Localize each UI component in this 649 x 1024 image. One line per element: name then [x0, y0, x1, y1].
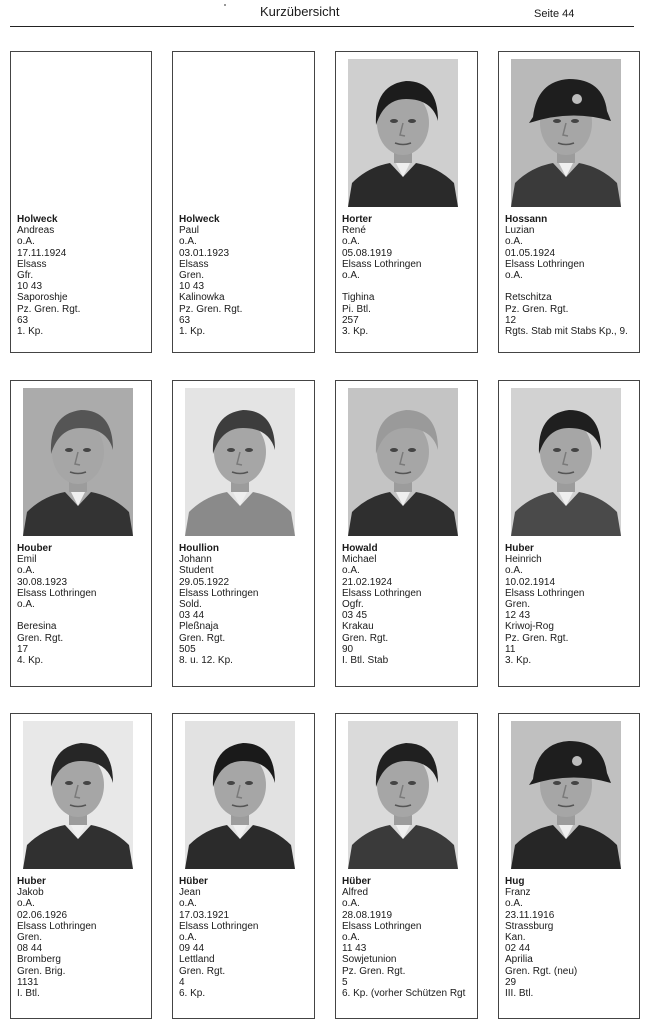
person-detail-line: Gren. Rgt.	[179, 965, 226, 977]
person-detail-line: Paul	[179, 225, 200, 237]
person-detail-line: 03 45	[342, 610, 368, 622]
person-card	[172, 380, 315, 687]
person-detail-line: o.A.	[17, 565, 35, 577]
person-detail-line: o.A.	[342, 898, 360, 910]
person-card	[498, 713, 640, 1019]
person-surname: Houber	[17, 543, 52, 554]
person-detail-line: Elsass Lothringen	[342, 920, 422, 932]
person-detail-line: Gfr.	[17, 269, 34, 281]
person-detail-line: 12 43	[505, 610, 531, 622]
person-surname: Hüber	[179, 876, 208, 887]
person-surname: Hossann	[505, 214, 548, 225]
empty-photo-slot	[23, 59, 133, 207]
person-surname: Horter	[342, 214, 373, 225]
person-detail-line: 4. Kp.	[17, 654, 44, 666]
portrait-photo	[348, 388, 458, 536]
person-card	[10, 51, 152, 353]
person-details	[505, 543, 637, 666]
person-detail-line: Pz. Gren. Rgt.	[17, 303, 81, 315]
person-card	[172, 713, 315, 1019]
person-card	[335, 713, 478, 1019]
person-surname: Howald	[342, 543, 378, 554]
person-detail-line: 90	[342, 643, 354, 655]
person-detail-line: 28.08.1919	[342, 909, 393, 921]
person-detail-line: 23.11.1916	[505, 909, 555, 921]
person-detail-line: o.A.	[179, 236, 197, 248]
person-detail-line: Krakau	[342, 621, 374, 633]
person-detail-line	[17, 610, 149, 621]
person-detail-line: Elsass Lothringen	[505, 587, 585, 599]
person-detail-line: 17.03.1921	[179, 909, 230, 921]
person-surname: Huber	[505, 543, 534, 554]
portrait-photo	[23, 721, 133, 869]
person-detail-line: 17	[17, 643, 29, 655]
person-detail-line: Pz. Gren. Rgt.	[505, 632, 569, 644]
portrait-photo	[185, 388, 295, 536]
person-detail-line: Kan.	[505, 931, 526, 943]
page-number: Seite 44	[534, 8, 575, 20]
person-details	[342, 543, 475, 666]
person-detail-line: 12	[505, 314, 517, 326]
person-detail-line: Elsass Lothringen	[17, 920, 97, 932]
person-detail-line: Lettland	[179, 954, 215, 966]
person-detail-line: Michael	[342, 554, 377, 566]
person-detail-line: 02.06.1926	[17, 909, 68, 921]
person-detail-line: 09 44	[179, 943, 205, 955]
person-detail-line: 3. Kp.	[505, 654, 532, 666]
person-detail-line: o.A.	[342, 236, 360, 248]
person-detail-line: o.A.	[179, 898, 197, 910]
person-detail-line: Strassburg	[505, 920, 554, 932]
page-header	[10, 0, 634, 27]
person-detail-line: Gren. Rgt.	[342, 632, 389, 644]
person-details	[17, 214, 149, 337]
person-detail-line: 5	[342, 976, 348, 988]
person-detail-line: 11	[505, 643, 516, 655]
portrait-photo	[348, 721, 458, 869]
person-detail-line: o.A.	[505, 898, 523, 910]
person-detail-line: o.A.	[505, 269, 523, 281]
person-detail-line: Gren.	[179, 269, 205, 281]
person-details	[17, 876, 149, 999]
person-surname: Holweck	[179, 214, 220, 225]
person-detail-line: 01.05.1924	[505, 247, 556, 259]
person-detail-line: o.A.	[505, 236, 523, 248]
portrait-photo	[348, 59, 458, 207]
person-detail-line: III. Btl.	[505, 987, 534, 999]
person-detail-line: 3. Kp.	[342, 325, 369, 337]
person-detail-line: 11 43	[342, 943, 367, 955]
person-details	[179, 214, 312, 337]
person-details	[342, 876, 475, 999]
person-detail-line: Kriwoj-Rog	[505, 621, 554, 633]
person-detail-line: Gren. Brig.	[17, 965, 66, 977]
person-detail-line: Rgts. Stab mit Stabs Kp., 9.	[505, 325, 628, 337]
person-card	[172, 51, 315, 353]
person-surname: Houllion	[179, 543, 219, 554]
empty-photo-slot	[185, 59, 295, 207]
person-detail-line: Elsass Lothringen	[179, 587, 259, 599]
person-card	[335, 380, 478, 687]
person-detail-line: Retschitza	[505, 292, 552, 304]
portrait-photo	[511, 721, 621, 869]
person-detail-line: 03.01.1923	[179, 247, 230, 259]
person-detail-line: Elsass	[179, 258, 209, 270]
person-detail-line	[505, 281, 637, 292]
person-card	[335, 51, 478, 353]
person-detail-line: 08 44	[17, 943, 43, 955]
person-detail-line: 17.11.1924	[17, 247, 67, 259]
person-detail-line: Elsass Lothringen	[342, 258, 422, 270]
portrait-photo	[511, 59, 621, 207]
person-detail-line: o.A.	[179, 931, 197, 943]
person-detail-line: 10 43	[17, 281, 43, 293]
person-detail-line: Elsass Lothringen	[342, 587, 422, 599]
person-details	[505, 214, 637, 337]
person-detail-line: 30.08.1923	[17, 576, 68, 588]
person-detail-line: Ogfr.	[342, 598, 364, 610]
person-detail-line: Tighina	[342, 292, 375, 304]
person-detail-line: Alfred	[342, 887, 369, 899]
person-detail-line: 8. u. 12. Kp.	[179, 654, 233, 666]
person-details	[17, 543, 149, 666]
person-detail-line: 10.02.1914	[505, 576, 556, 588]
person-surname: Hug	[505, 876, 525, 887]
person-surname: Hüber	[342, 876, 371, 887]
person-detail-line: 29.05.1922	[179, 576, 230, 588]
portrait-photo	[511, 388, 621, 536]
scan-speck	[224, 4, 226, 6]
person-card	[10, 713, 152, 1019]
person-detail-line: Student	[179, 565, 214, 577]
person-detail-line: Gren.	[17, 931, 43, 943]
person-card	[498, 51, 640, 353]
person-detail-line: o.A.	[17, 598, 35, 610]
person-detail-line: Luzian	[505, 225, 535, 237]
person-detail-line: Kalinowka	[179, 292, 225, 304]
person-details	[505, 876, 637, 999]
person-detail-line: o.A.	[17, 236, 35, 248]
person-detail-line: Sowjetunion	[342, 954, 397, 966]
person-detail-line: Gren.	[505, 598, 531, 610]
person-detail-line: 05.08.1919	[342, 247, 393, 259]
person-detail-line: Andreas	[17, 225, 55, 237]
person-detail-line: 1. Kp.	[179, 325, 206, 337]
person-detail-line: Pz. Gren. Rgt.	[342, 965, 406, 977]
person-detail-line: o.A.	[17, 898, 35, 910]
person-details	[342, 214, 475, 337]
person-detail-line: 03 44	[179, 610, 205, 622]
person-detail-line: René	[342, 225, 366, 237]
person-detail-line: Jakob	[17, 887, 44, 899]
person-detail-line: I. Btl.	[17, 987, 40, 999]
person-detail-line: Pleßnaja	[179, 621, 219, 633]
person-detail-line: Pz. Gren. Rgt.	[179, 303, 243, 315]
person-detail-line: 02 44	[505, 943, 531, 955]
person-detail-line: Aprilia	[505, 954, 533, 966]
person-details	[179, 543, 312, 666]
portrait-photo	[185, 721, 295, 869]
person-detail-line: 4	[179, 976, 185, 988]
person-detail-line: Johann	[179, 554, 212, 566]
person-detail-line: Sold.	[179, 598, 202, 610]
person-surname: Holweck	[17, 214, 58, 225]
page-title: Kurzübersicht	[260, 4, 340, 19]
person-detail-line: Heinrich	[505, 554, 542, 566]
person-detail-line: 6. Kp.	[179, 987, 206, 999]
person-detail-line	[342, 281, 475, 292]
person-detail-line: Elsass Lothringen	[179, 920, 259, 932]
person-detail-line: Pi. Btl.	[342, 303, 371, 315]
person-detail-line: Gren. Rgt.	[179, 632, 226, 644]
person-detail-line: Elsass	[17, 258, 47, 270]
person-detail-line: Jean	[179, 887, 201, 899]
person-detail-line: 6. Kp. (vorher Schützen Rgt	[342, 987, 466, 999]
person-detail-line: Pz. Gren. Rgt.	[505, 303, 569, 315]
person-detail-line: Elsass Lothringen	[17, 587, 97, 599]
person-detail-line: 63	[17, 314, 29, 326]
person-detail-line: 505	[179, 643, 196, 655]
portrait-photo	[23, 388, 133, 536]
person-detail-line: o.A.	[342, 931, 360, 943]
person-detail-line: Elsass Lothringen	[505, 258, 585, 270]
person-detail-line: Gren. Rgt. (neu)	[505, 965, 578, 977]
person-detail-line: Emil	[17, 554, 37, 566]
person-detail-line: o.A.	[342, 565, 360, 577]
person-detail-line: Bromberg	[17, 954, 61, 966]
person-surname: Huber	[17, 876, 46, 887]
person-detail-line: 29	[505, 976, 517, 988]
person-detail-line: I. Btl. Stab	[342, 654, 389, 666]
person-detail-line: 63	[179, 314, 191, 326]
person-detail-line: 10 43	[179, 281, 205, 293]
person-detail-line: 257	[342, 314, 359, 326]
person-detail-line: Beresina	[17, 621, 57, 633]
person-detail-line: Gren. Rgt.	[17, 632, 64, 644]
person-card	[10, 380, 152, 687]
person-detail-line: Franz	[505, 887, 531, 899]
person-detail-line: o.A.	[505, 565, 523, 577]
person-detail-line: o.A.	[342, 269, 360, 281]
person-card	[498, 380, 640, 687]
person-detail-line: 1. Kp.	[17, 325, 44, 337]
person-detail-line: Saporoshje	[17, 292, 68, 304]
person-detail-line: 21.02.1924	[342, 576, 393, 588]
person-details	[179, 876, 312, 999]
person-detail-line: 1131	[17, 976, 39, 988]
